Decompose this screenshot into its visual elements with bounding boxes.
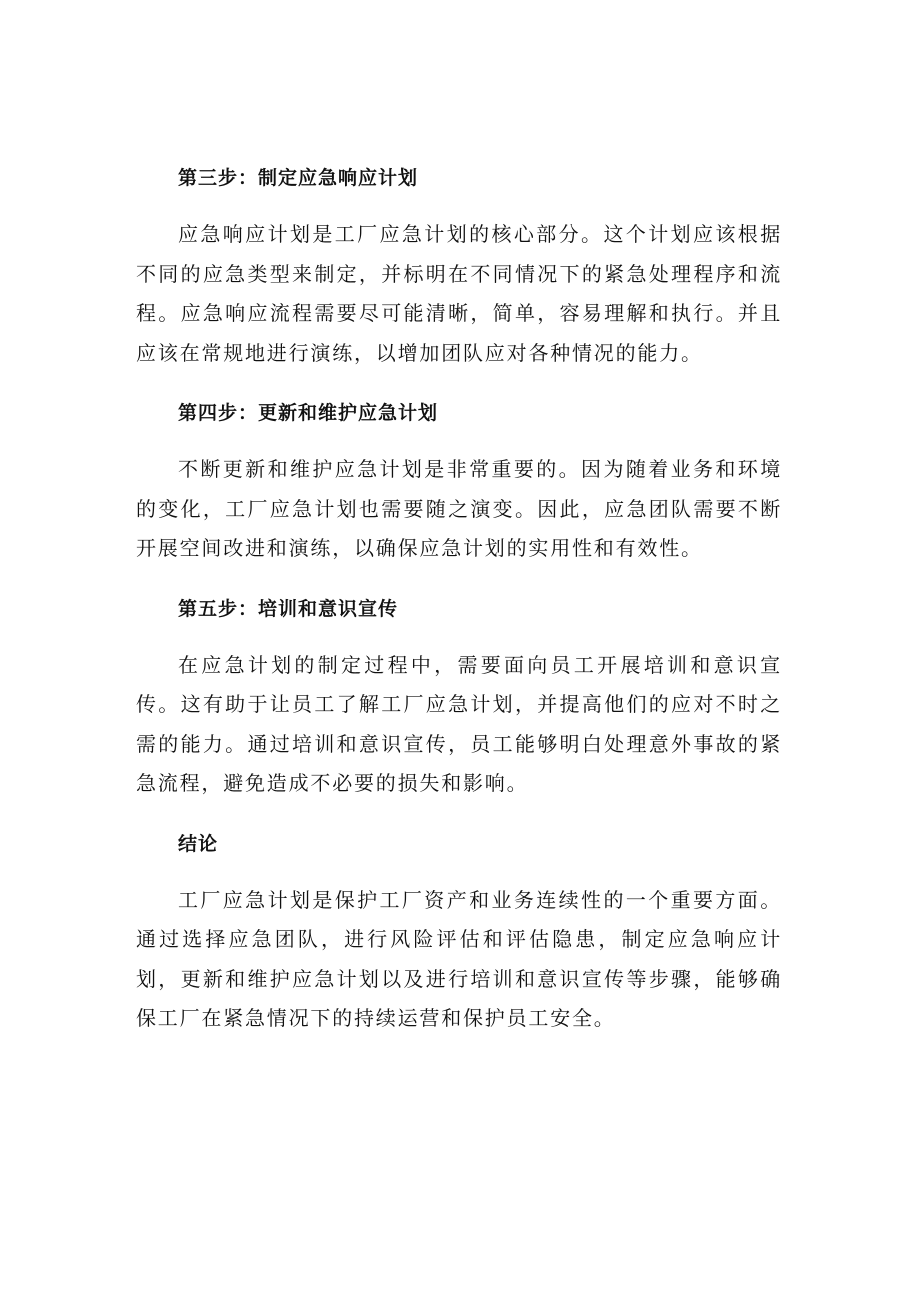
section-paragraph: 不断更新和维护应急计划是非常重要的。因为随着业务和环境的变化，工厂应急计划也需要随之演变。因此，应急团队需要不断开展空间改进和演练，以确保应急计划的实用性和有效性。 xyxy=(136,457,782,560)
section-paragraph: 工厂应急计划是保护工厂资产和业务连续性的一个重要方面。通过选择应急团队，进行风险评估和评估隐患，制定应急响应计划，更新和维护应急计划以及进行培训和意识宣传等步骤，能够确保工厂在紧急情况下的持续运营和保护员工安全。 xyxy=(136,887,782,1030)
section-heading: 第四步：更新和维护应急计划 xyxy=(178,402,439,424)
section-step-three xyxy=(136,158,782,373)
section-heading: 第三步：制定应急响应计划 xyxy=(178,167,419,189)
section-paragraph: 在应急计划的制定过程中，需要面向员工开展培训和意识宣传。这有助于让员工了解工厂应急计划，并提高他们的应对不时之需的能力。通过培训和意识宣传，员工能够明白处理意外事故的紧急流程，避免造成不必要的损失和影响。 xyxy=(136,652,782,795)
section-paragraph: 应急响应计划是工厂应急计划的核心部分。这个计划应该根据不同的应急类型来制定，并标明在不同情况下的紧急处理程序和流程。应急响应流程需要尽可能清晰，简单，容易理解和执行。并且应该在常规地进行演练，以增加团队应对各种情况的能力。 xyxy=(136,222,782,365)
section-conclusion xyxy=(136,824,782,1039)
section-heading: 第五步：培训和意识宣传 xyxy=(178,597,399,620)
section-step-five xyxy=(136,589,782,804)
section-heading: 结论 xyxy=(178,832,219,855)
section-step-four xyxy=(136,393,782,569)
document-body xyxy=(136,158,782,1059)
